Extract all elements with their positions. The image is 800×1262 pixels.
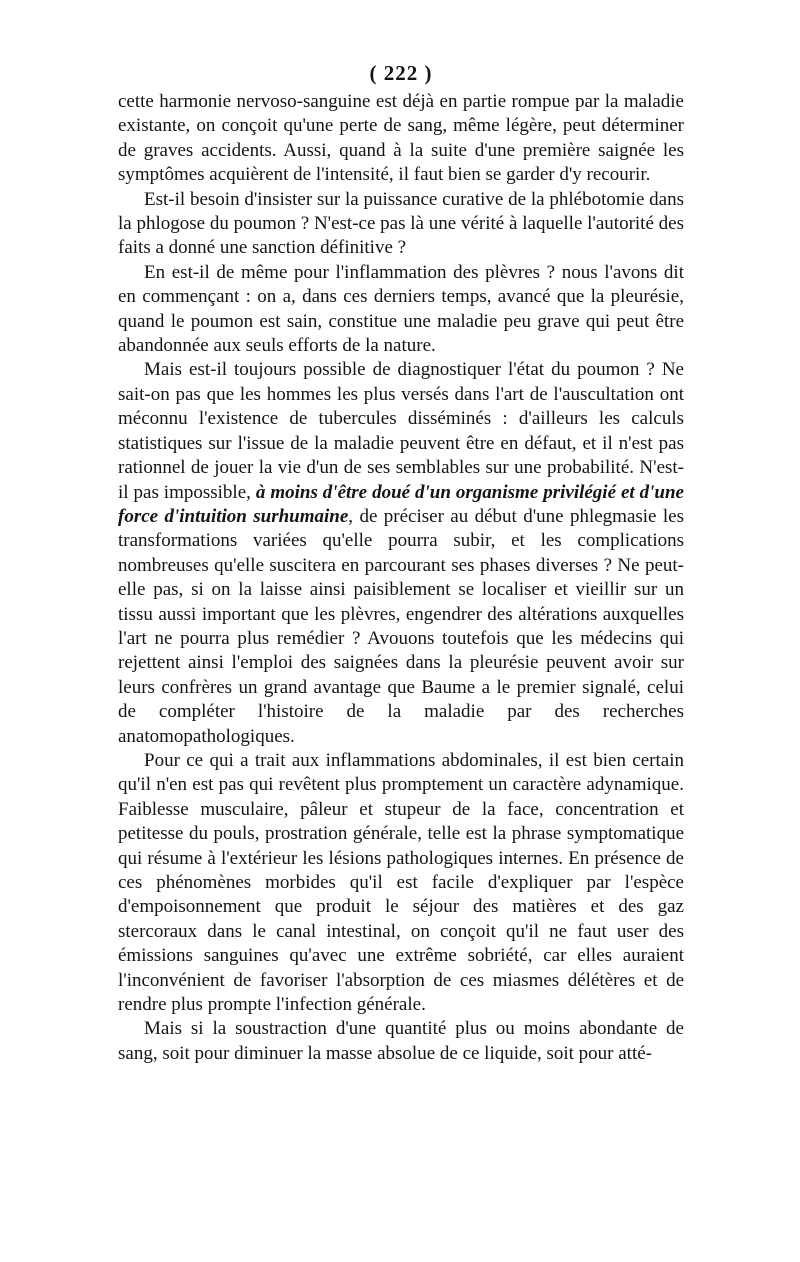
paragraph [118, 749, 684, 1017]
paragraph [118, 90, 684, 188]
paragraph [118, 261, 684, 359]
paragraph [118, 1017, 684, 1066]
text-run: Est-il besoin d'insister sur la puissance curative de la phlébotomie dans la phlogose du poumon ? N'est-ce pas là une vérité à laquelle l'autorité des faits a donné une sanction définitive ? [118, 188, 684, 259]
paragraph [118, 188, 684, 261]
text-run: En est-il de même pour l'inflammation des plèvres ? nous l'avons dit en commençant : on a, dans ces derniers temps, avancé que la pleurésie, quand le poumon est sain, constitue une maladie peu grave qui peut être abandonnée aux seuls efforts de la nature. [118, 261, 684, 357]
page-number: ( 222 ) [369, 61, 433, 85]
text-run: cette harmonie nervoso-sanguine est déjà en partie rompue par la maladie existante, on conçoit qu'une perte de sang, même légère, peut déterminer de graves accidents. Aussi, quand à la suite d'une première saignée les symptômes acquièrent de l'intensité, il faut bien se garder d'y recourir. [118, 91, 684, 186]
book-page [118, 58, 684, 1066]
text-run: Pour ce qui a trait aux inflammations abdominales, il est bien certain qu'il n'en est pas qui revêtent plus promptement un caractère adynamique. Faiblesse musculaire, pâleur et stupeur de la face, concentration et petitesse du pouls, prostration générale, telle est la phrase symptomatique qui résume à l'extérieur les lésions pathologiques internes. En présence de ces phénomènes morbides qu'il est facile d'expliquer par l'espèce d'empoisonnement que produit le séjour des matières et des gaz stercoraux dans le canal intestinal, on conçoit qu'il ne faut user des émissions sanguines qu'avec une extrême sobriété, car elles auraient l'inconvénient de favoriser l'absorption de ces miasmes délétères et de rendre plus prompte l'infection générale. [118, 749, 684, 1016]
page-text-body [118, 90, 684, 1066]
italic-phrase: à moins d'être doué d'un organisme privilégié et d'une force d'intuition surhumaine [118, 481, 684, 527]
text-run: Mais si la soustraction d'une quantité plus ou moins abondante de sang, soit pour diminuer la masse absolue de ce liquide, soit pour atté- [118, 1018, 684, 1064]
text-run: Mais est-il toujours possible de diagnostiquer l'état du poumon ? Ne sait-on pas que les hommes les plus versés dans l'art de l'auscultation ont méconnu l'existence de tubercules disséminés : d'ailleurs les calculs statistiques sur l'issue de la maladie peuvent être en défaut, et il n'est pas rationnel de jouer la vie d'un de ses semblables sur une probabilité. N'est-il pas impossible, [118, 359, 684, 503]
paragraph [118, 358, 684, 749]
text-run: , de préciser au début d'une phlegmasie les transformations variées qu'elle pourra subir, et les complications nombreuses qu'elle suscitera en parcourant ses phases diverses ? Ne peut-elle pas, si on la laisse ainsi paisiblement se localiser et vieillir sur un tissu aussi important que les plèvres, engendrer des altérations auxquelles l'art ne pourra plus remédier ? Avouons toutefois que les médecins qui rejettent ainsi l'emploi des saignées dans la pleurésie peuvent avoir sur leurs confrères un grand avantage que Baume a le premier signalé, celui de compléter l'histoire de la maladie par des recherches anatomopathologiques. [118, 505, 684, 747]
